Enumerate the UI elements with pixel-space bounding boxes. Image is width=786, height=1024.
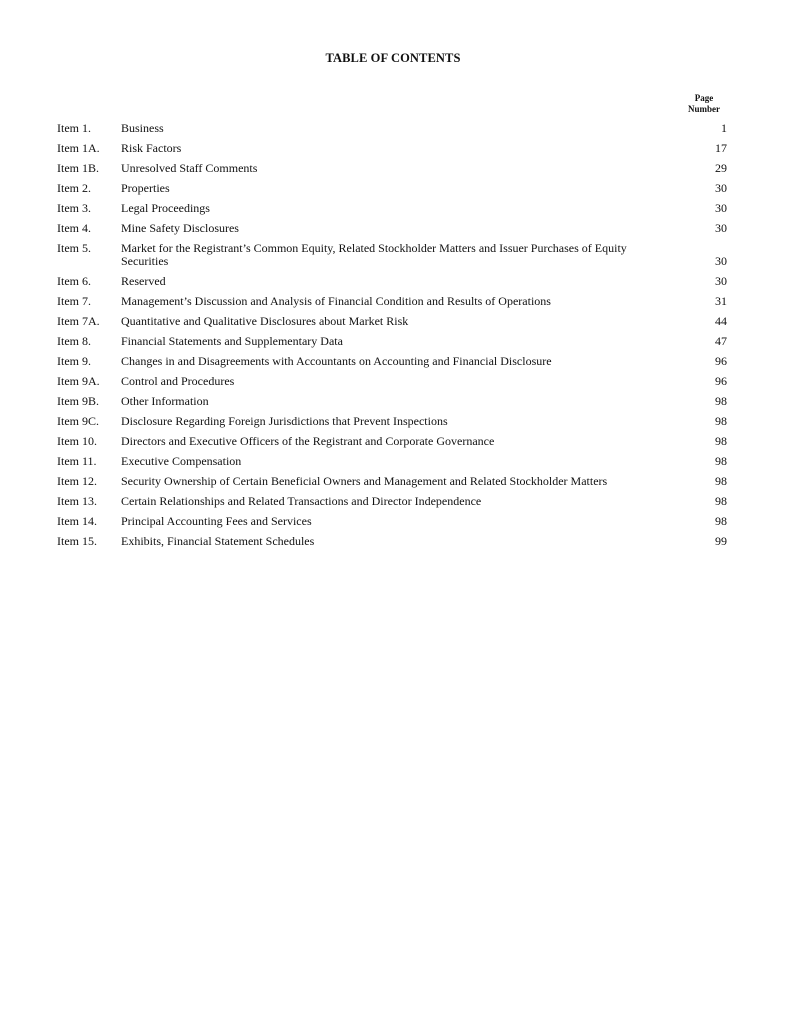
page-number-header	[666, 93, 726, 115]
toc-row[interactable]	[57, 138, 727, 158]
toc-item-page[interactable]: 98	[715, 494, 727, 508]
toc-item-caption[interactable]: Certain Relationships and Related Transactions and Director Independence	[121, 494, 482, 508]
toc-row[interactable]	[57, 511, 727, 531]
page-number-header-line1: Page	[694, 93, 714, 103]
toc-item-number: Item 11.	[57, 454, 97, 468]
toc-row[interactable]	[57, 118, 727, 138]
toc-item-number: Item 10.	[57, 434, 97, 448]
toc-item-number: Item 4.	[57, 221, 91, 235]
toc-row[interactable]	[57, 371, 727, 391]
toc-item-caption[interactable]: Changes in and Disagreements with Accountants on Accounting and Financial Disclosure	[121, 354, 552, 368]
toc-item-page[interactable]: 98	[715, 514, 727, 528]
toc-item-number: Item 1A.	[57, 141, 100, 155]
toc-item-page[interactable]: 99	[715, 534, 727, 548]
toc-row[interactable]	[57, 431, 727, 451]
toc-item-number: Item 12.	[57, 474, 97, 488]
toc-item-page[interactable]: 98	[715, 454, 727, 468]
table-of-contents	[57, 118, 727, 551]
toc-item-number: Item 9.	[57, 354, 91, 368]
toc-item-number: Item 7A.	[57, 314, 100, 328]
toc-item-caption[interactable]: Unresolved Staff Comments	[121, 161, 258, 175]
page-number-header-line2: Number	[688, 104, 720, 114]
toc-item-page[interactable]: 30	[715, 274, 727, 288]
toc-item-page[interactable]: 98	[715, 474, 727, 488]
toc-item-caption[interactable]: Mine Safety Disclosures	[121, 221, 239, 235]
toc-item-page[interactable]: 96	[715, 374, 727, 388]
toc-row[interactable]	[57, 198, 727, 218]
toc-item-page[interactable]: 30	[715, 201, 727, 215]
toc-item-number: Item 7.	[57, 294, 91, 308]
toc-item-number: Item 1.	[57, 121, 91, 135]
toc-item-caption[interactable]: Other Information	[121, 394, 209, 408]
toc-item-number: Item 15.	[57, 534, 97, 548]
toc-item-page[interactable]: 31	[715, 294, 727, 308]
toc-row[interactable]	[57, 471, 727, 491]
toc-row[interactable]	[57, 271, 727, 291]
toc-item-caption[interactable]: Business	[121, 121, 164, 135]
toc-item-number: Item 1B.	[57, 161, 99, 175]
toc-item-caption[interactable]: Security Ownership of Certain Beneficial Owners and Management and Related Stockholder Matters	[121, 474, 608, 488]
toc-item-number: Item 8.	[57, 334, 91, 348]
toc-item-page[interactable]: 30	[715, 254, 727, 268]
toc-item-caption[interactable]: Principal Accounting Fees and Services	[121, 514, 312, 528]
toc-item-page[interactable]: 29	[715, 161, 727, 175]
toc-item-page[interactable]: 44	[715, 314, 727, 328]
toc-item-caption[interactable]: Financial Statements and Supplementary Data	[121, 334, 343, 348]
toc-item-page[interactable]: 98	[715, 434, 727, 448]
toc-item-caption[interactable]: Risk Factors	[121, 141, 182, 155]
toc-row[interactable]	[57, 411, 727, 431]
toc-item-number: Item 9B.	[57, 394, 99, 408]
toc-row[interactable]	[57, 451, 727, 471]
toc-item-caption[interactable]: Executive Compensation	[121, 454, 242, 468]
toc-item-number: Item 13.	[57, 494, 97, 508]
toc-item-page[interactable]: 98	[715, 414, 727, 428]
toc-item-caption[interactable]: Exhibits, Financial Statement Schedules	[121, 534, 315, 548]
toc-item-page[interactable]: 17	[715, 141, 727, 155]
toc-row[interactable]	[57, 238, 727, 271]
toc-item-page[interactable]: 47	[715, 334, 727, 348]
toc-row[interactable]	[57, 391, 727, 411]
toc-row[interactable]	[57, 218, 727, 238]
toc-item-caption[interactable]: Quantitative and Qualitative Disclosures about Market Risk	[121, 314, 409, 328]
toc-row[interactable]	[57, 531, 727, 551]
toc-item-number: Item 6.	[57, 274, 91, 288]
toc-item-page[interactable]: 30	[715, 181, 727, 195]
toc-item-page[interactable]: 98	[715, 394, 727, 408]
toc-item-caption[interactable]: Reserved	[121, 274, 166, 288]
toc-item-page[interactable]: 30	[715, 221, 727, 235]
toc-row[interactable]	[57, 311, 727, 331]
toc-item-page[interactable]: 1	[721, 121, 727, 135]
toc-row[interactable]	[57, 158, 727, 178]
toc-item-number: Item 3.	[57, 201, 91, 215]
toc-item-number: Item 9A.	[57, 374, 100, 388]
toc-row[interactable]	[57, 291, 727, 311]
toc-item-number: Item 14.	[57, 514, 97, 528]
toc-item-caption[interactable]: Control and Procedures	[121, 374, 235, 388]
toc-item-caption[interactable]: Properties	[121, 181, 170, 195]
toc-row[interactable]	[57, 351, 727, 371]
document-title: TABLE OF CONTENTS	[325, 51, 461, 65]
toc-item-page[interactable]: 96	[715, 354, 727, 368]
toc-row[interactable]	[57, 491, 727, 511]
toc-item-caption[interactable]: Market for the Registrant’s Common Equity, Related Stockholder Matters and Issuer Purchases of Equity Securities	[121, 241, 627, 268]
toc-item-number: Item 5.	[57, 241, 91, 255]
toc-item-number: Item 2.	[57, 181, 91, 195]
toc-item-caption[interactable]: Disclosure Regarding Foreign Jurisdictions that Prevent Inspections	[121, 414, 448, 428]
toc-item-caption[interactable]: Legal Proceedings	[121, 201, 210, 215]
toc-item-caption[interactable]: Management’s Discussion and Analysis of Financial Condition and Results of Operations	[121, 294, 551, 308]
toc-row[interactable]	[57, 178, 727, 198]
toc-item-caption[interactable]: Directors and Executive Officers of the Registrant and Corporate Governance	[121, 434, 495, 448]
toc-row[interactable]	[57, 331, 727, 351]
toc-item-number: Item 9C.	[57, 414, 99, 428]
